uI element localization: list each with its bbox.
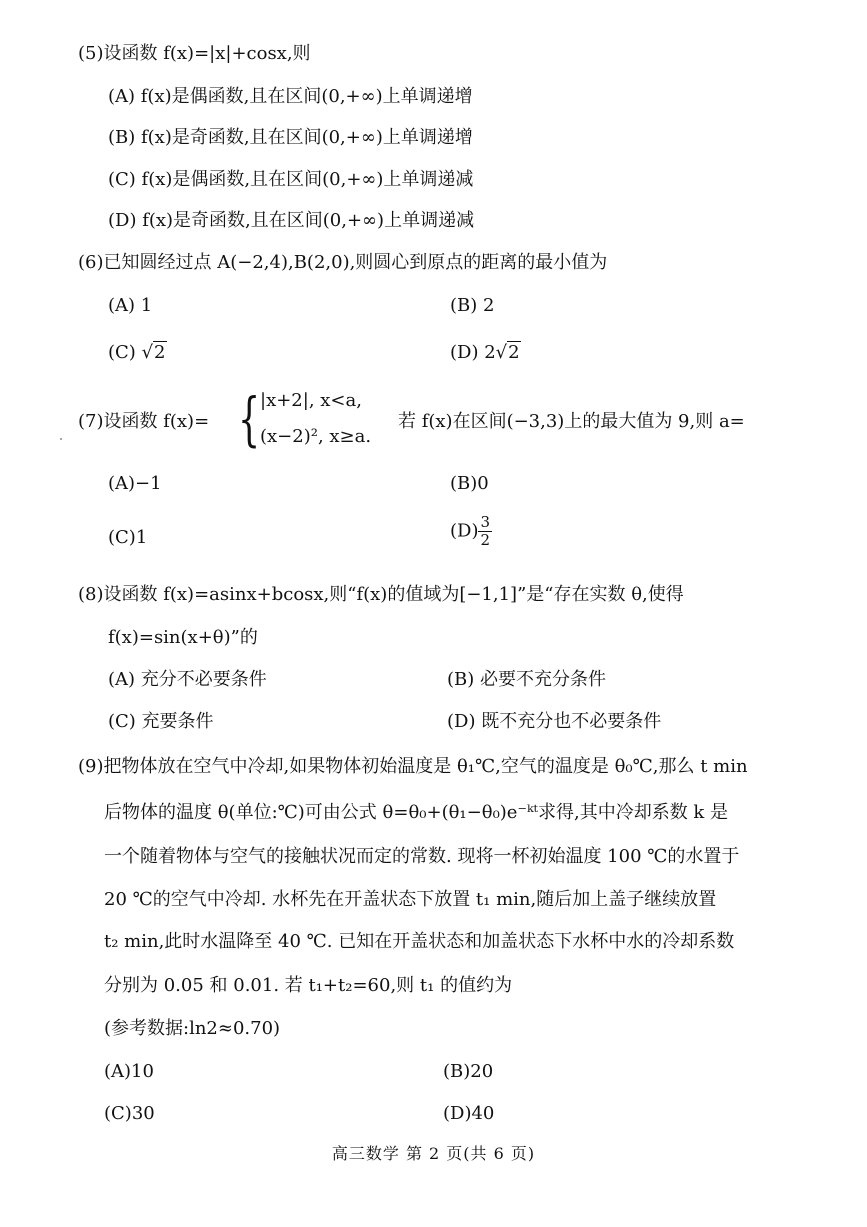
question-5-option-c: (C) f(x)是偶函数,且在区间(0,+∞)上单调递减 — [108, 169, 474, 190]
sqrt-symbol: √2 — [495, 342, 520, 363]
question-8-option-c: (C) 充要条件 — [108, 711, 214, 732]
question-6-option-a: (A) 1 — [108, 295, 153, 316]
question-7-option-a: (A)−1 — [108, 473, 162, 494]
question-6-option-d — [450, 341, 521, 365]
question-9-option-c: (C)30 — [104, 1103, 155, 1124]
page-footer: 高三数学 第 2 页(共 6 页) — [331, 1144, 536, 1163]
question-9-option-d: (D)40 — [443, 1103, 495, 1124]
piecewise-case-1: |x+2|, x<a, — [260, 390, 362, 411]
question-9-reference-data: (参考数据:ln2≈0.70) — [104, 1018, 281, 1039]
numerator: 3 — [480, 513, 491, 531]
sqrt-symbol: √2 — [141, 342, 166, 363]
question-9-option-a: (A)10 — [104, 1061, 154, 1082]
question-8-line-2: f(x)=sin(x+θ)”的 — [108, 627, 258, 648]
option-d-label: (D) 2 — [450, 342, 496, 363]
piecewise-case-2: (x−2)², x≥a. — [260, 426, 372, 447]
question-5-option-b: (B) f(x)是奇函数,且在区间(0,+∞)上单调递增 — [108, 127, 473, 148]
question-9-line-5: t₂ min,此时水温降至 40 ℃. 已知在开盖状态和加盖状态下水杯中水的冷却系数 — [104, 931, 735, 952]
question-9-line-2: 后物体的温度 θ(单位:℃)可由公式 θ=θ₀+(θ₁−θ₀)e⁻ᵏᵗ求得,其中冷却系数 k 是 — [104, 802, 729, 823]
question-7-option-b: (B)0 — [450, 473, 489, 494]
question-6-option-b: (B) 2 — [450, 295, 495, 316]
question-7-stem-suffix: 若 f(x)在区间(−3,3)上的最大值为 9,则 a= — [398, 411, 745, 432]
question-6-option-c — [108, 341, 167, 365]
question-8-option-d: (D) 既不充分也不必要条件 — [447, 711, 662, 732]
question-7-option-c: (C)1 — [108, 527, 148, 548]
question-8-option-a: (A) 充分不必要条件 — [108, 669, 267, 690]
question-5-option-d: (D) f(x)是奇函数,且在区间(0,+∞)上单调递减 — [108, 210, 475, 231]
question-9-line-4: 20 ℃的空气中冷却. 水杯先在开盖状态下放置 t₁ min,随后加上盖子继续放置 — [104, 889, 717, 910]
question-9-line-3: 一个随着物体与空气的接触状况而定的常数. 现将一杯初始温度 100 ℃的水置于 — [104, 846, 740, 867]
fraction — [478, 514, 492, 549]
question-7-option-d — [450, 514, 492, 549]
option-c-label: (C) — [108, 342, 136, 363]
question-9-line-1: (9)把物体放在空气中冷却,如果物体初始温度是 θ₁℃,空气的温度是 θ₀℃,那么 t min — [78, 756, 748, 777]
question-6-stem: (6)已知圆经过点 A(−2,4),B(2,0),则圆心到原点的距离的最小值为 — [78, 252, 608, 273]
question-5-stem: (5)设函数 f(x)=|x|+cosx,则 — [78, 43, 311, 64]
question-5-option-a: (A) f(x)是偶函数,且在区间(0,+∞)上单调递增 — [108, 86, 473, 107]
radicand: 2 — [508, 342, 520, 363]
question-8-line-1: (8)设函数 f(x)=asinx+bcosx,则“f(x)的值域为[−1,1]”是“存在实数 θ,使得 — [78, 584, 684, 605]
denominator: 2 — [480, 531, 491, 549]
question-9-line-6: 分别为 0.05 和 0.01. 若 t₁+t₂=60,则 t₁ 的值约为 — [104, 975, 513, 996]
brace-symbol: { — [238, 385, 261, 453]
scan-speck — [60, 438, 62, 440]
piecewise-definition — [238, 385, 398, 453]
radicand: 2 — [154, 342, 166, 363]
question-8-option-b: (B) 必要不充分条件 — [447, 669, 606, 690]
question-9-option-b: (B)20 — [443, 1061, 494, 1082]
option-d-label: (D) — [450, 520, 479, 542]
question-7-stem-prefix: (7)设函数 f(x)= — [78, 411, 210, 432]
